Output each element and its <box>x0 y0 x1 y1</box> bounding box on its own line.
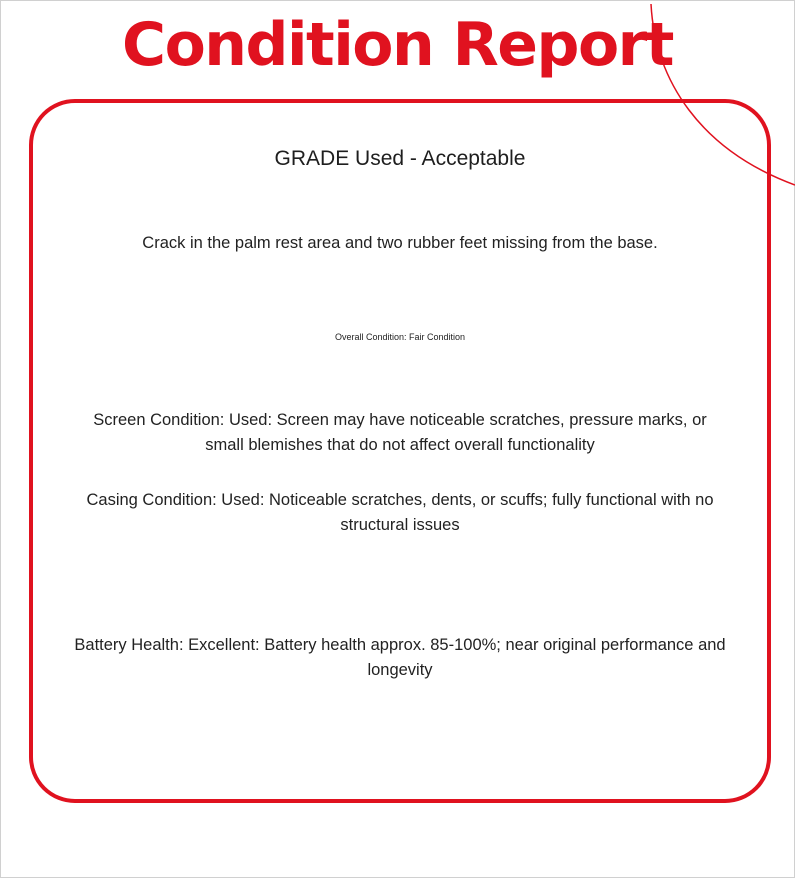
page-title: Condition Report <box>122 10 673 80</box>
casing-condition: Casing Condition: Used: Noticeable scratches, dents, or scuffs; fully functional with no structural issues <box>86 491 714 534</box>
battery-health: Battery Health: Excellent: Battery health approx. 85-100%; near original performance and longevity <box>74 636 726 679</box>
screen-condition: Screen Condition: Used: Screen may have noticeable scratches, pressure marks, or small blemishes that do not affect overall functionality <box>93 411 707 454</box>
grade-label: GRADE Used - Acceptable <box>274 147 526 170</box>
overall-condition: Overall Condition: Fair Condition <box>334 332 466 342</box>
condition-description: Crack in the palm rest area and two rubber feet missing from the base. <box>142 234 658 252</box>
condition-report-box <box>29 99 771 803</box>
